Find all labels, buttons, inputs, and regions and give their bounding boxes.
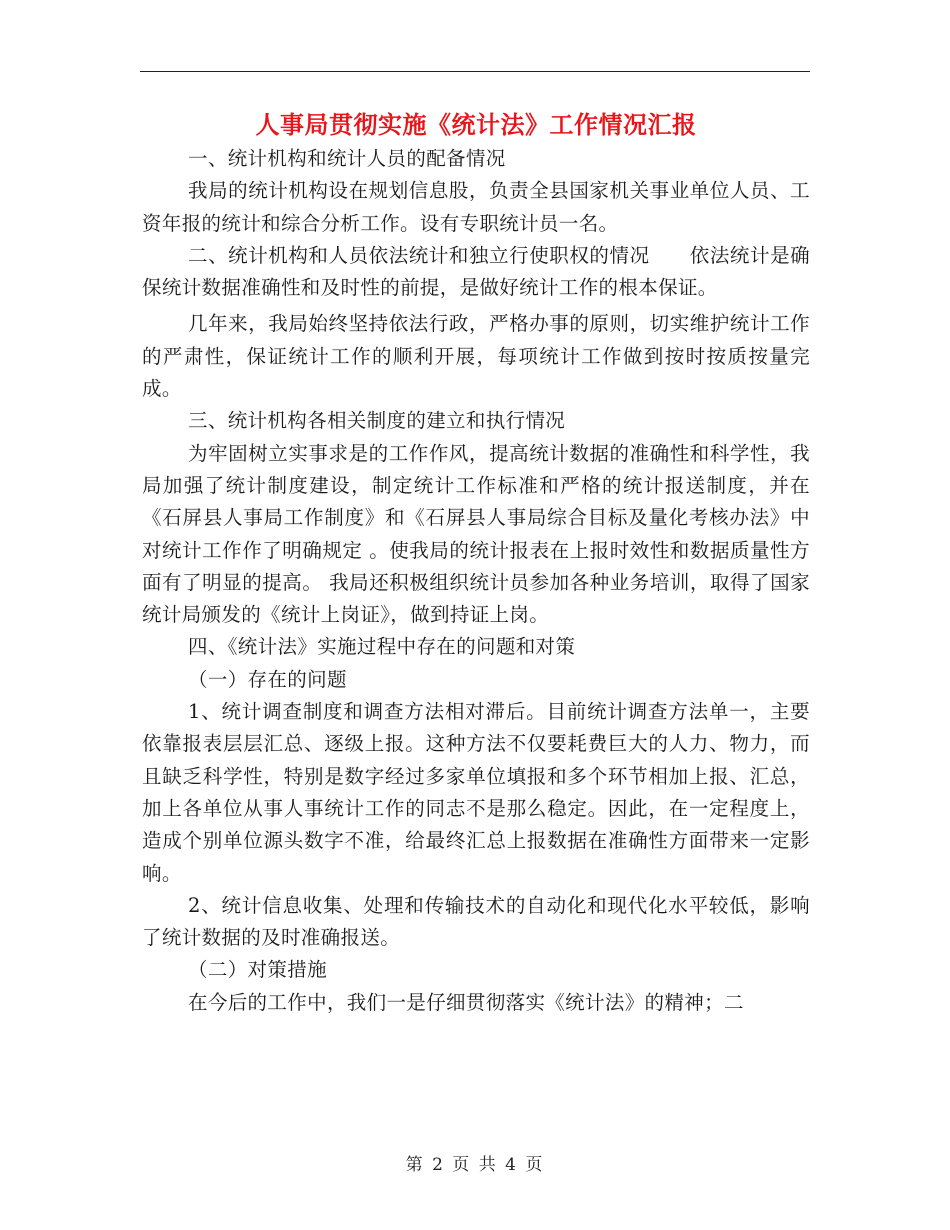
document-title: 人事局贯彻实施《统计法》工作情况汇报 — [255, 110, 697, 139]
section-heading-4: 四、《统计法》实施过程中存在的问题和对策 — [188, 635, 576, 659]
body-paragraph: 2、统计信息收集、处理和传输技术的自动化和现代化水平较低，影响了统计数据的及时准确报送。 — [142, 893, 810, 950]
document-body — [142, 107, 810, 1019]
section-heading-1: 一、统计机构和统计人员的配备情况 — [188, 147, 506, 170]
page-number-footer: 第 2 页 共 4 页 — [405, 1155, 545, 1175]
subsection-heading: （一）存在的问题 — [188, 667, 347, 691]
section-heading-2: 二、统计机构和人员依法统计和独立行使职权的情况 依法统计是确保统计数据准确性和及时性的前提，是做好统计工作的根本保证。 — [142, 243, 810, 300]
header-rule — [140, 71, 810, 72]
subsection-heading: （二）对策措施 — [188, 958, 327, 982]
body-paragraph: 1、统计调查制度和调查方法相对滞后。目前统计调查方法单一，主要依靠报表层层汇总、逐级上报。这种方法不仅要耗费巨大的人力、物力，而且缺乏科学性，特别是数字经过多家单位填报和多个环节相加上报、汇总，加上各单位从事人事统计工作的同志不是那么稳定。因此，在一定程度上，造成个别单位源头数字不准，给最终汇总上报数据在准确性方面带来一定影响。 — [142, 700, 810, 885]
body-paragraph: 为牢固树立实事求是的工作作风，提高统计数据的准确性和科学性，我局加强了统计制度建设，制定统计工作标准和严格的统计报送制度，并在《石屏县人事局工作制度》和《石屏县人事局综合目标及量化考核办法》中对统计工作作了明确规定 。使我局的统计报表在上报时效性和数据质量性方面有了明显的提高。 我局还积极组织统计员参加各种业务培训，取得了国家统计局颁发的《统计上岗证》，做到持证上岗。 — [142, 441, 810, 627]
section-heading-3: 三、统计机构各相关制度的建立和执行情况 — [188, 409, 566, 433]
body-paragraph: 几年来，我局始终坚持依法行政，严格办事的原则，切实维护统计工作的严肃性，保证统计工作的顺利开展，每项统计工作做到按时按质按量完成。 — [142, 312, 810, 401]
body-paragraph: 在今后的工作中，我们一是仔细贯彻落实《统计法》的精神；二 — [188, 990, 744, 1014]
body-paragraph: 我局的统计机构设在规划信息股，负责全县国家机关事业单位人员、工资年报的统计和综合分析工作。设有专职统计员一名。 — [142, 179, 810, 235]
